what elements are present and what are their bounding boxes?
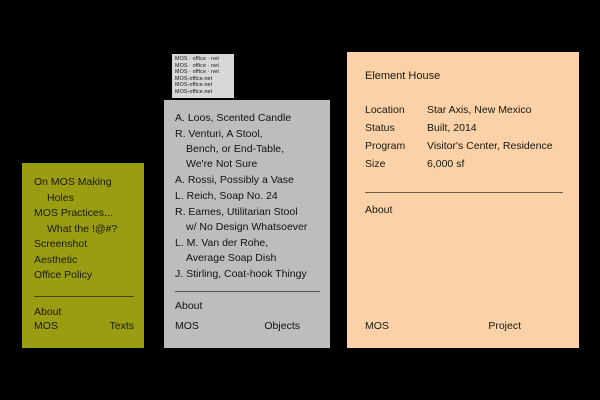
field-key: Location bbox=[365, 104, 405, 116]
table-row bbox=[365, 120, 553, 138]
list-item-label: R. Venturi, A Stool, bbox=[175, 128, 263, 140]
field-value: Built, 2014 bbox=[427, 122, 477, 134]
footer-brand[interactable]: MOS bbox=[34, 319, 58, 332]
list-item-label: L. M. Van der Rohe, bbox=[175, 237, 269, 249]
window-title: MOS-office.net bbox=[175, 75, 213, 82]
table-row bbox=[365, 156, 553, 174]
panel-texts[interactable] bbox=[22, 163, 144, 348]
footer-brand[interactable]: MOS bbox=[365, 320, 389, 332]
footer-brand[interactable]: MOS bbox=[175, 320, 199, 332]
list-item-label: Holes bbox=[47, 191, 74, 204]
list-item[interactable] bbox=[175, 189, 320, 204]
window-title: MOS-office.net bbox=[175, 82, 213, 89]
list-item[interactable] bbox=[34, 222, 134, 238]
divider bbox=[34, 296, 134, 297]
list-item-label-cont: We're Not Sure bbox=[186, 158, 258, 170]
list-item[interactable] bbox=[34, 206, 134, 222]
list-item-label: R. Eames, Utilitarian Stool bbox=[175, 206, 298, 218]
about-link[interactable]: About bbox=[365, 204, 393, 216]
list-item[interactable] bbox=[175, 173, 320, 188]
texts-list bbox=[34, 175, 134, 284]
divider bbox=[175, 291, 320, 292]
about-link[interactable]: About bbox=[175, 300, 203, 312]
list-item[interactable] bbox=[175, 111, 320, 126]
footer-section-objects[interactable]: Objects bbox=[264, 320, 300, 332]
window-title: MOS · office · net bbox=[175, 69, 219, 76]
panel-texts-footer bbox=[34, 319, 134, 335]
list-item-label-cont: Average Soap Dish bbox=[186, 252, 277, 264]
list-item-label-cont: Bench, or End-Table, bbox=[186, 143, 285, 155]
panel-project-footer bbox=[365, 318, 563, 334]
field-value: Visitor's Center, Residence bbox=[427, 140, 553, 152]
list-item-label: A. Loos, Scented Candle bbox=[175, 112, 292, 124]
field-key: Size bbox=[365, 158, 386, 170]
panel-objects[interactable] bbox=[164, 100, 330, 348]
list-item-label-cont: w/ No Design Whatsoever bbox=[186, 221, 308, 233]
list-item[interactable] bbox=[34, 191, 134, 207]
list-item-label: Office Policy bbox=[34, 269, 93, 281]
list-item-label: Screenshot bbox=[34, 238, 88, 250]
window-title: MOS-office.net bbox=[175, 88, 213, 95]
list-item-label: A. Rossi, Possibly a Vase bbox=[175, 174, 294, 186]
window-title: MOS · office · net bbox=[175, 56, 219, 62]
list-item-label: MOS Practices... bbox=[34, 207, 113, 219]
list-item-label: Aesthetic bbox=[34, 253, 78, 266]
list-item[interactable] bbox=[175, 127, 320, 172]
field-key: Program bbox=[365, 140, 406, 152]
list-item[interactable] bbox=[175, 236, 320, 266]
panel-objects-footer bbox=[175, 319, 318, 334]
list-item[interactable] bbox=[34, 175, 134, 191]
list-item[interactable] bbox=[34, 253, 134, 269]
list-item[interactable] bbox=[175, 205, 320, 235]
field-value: 6,000 sf bbox=[427, 158, 465, 170]
window-title: MOS · office · net bbox=[175, 62, 219, 69]
list-item-label: J. Stirling, Coat-hook Thingy bbox=[175, 268, 307, 280]
divider bbox=[365, 192, 563, 193]
about-link[interactable]: About bbox=[34, 305, 62, 318]
objects-list bbox=[175, 111, 320, 282]
list-item[interactable] bbox=[175, 267, 320, 282]
list-item-label: What the !@#? bbox=[47, 222, 118, 235]
table-row bbox=[365, 138, 553, 156]
list-item[interactable] bbox=[34, 268, 134, 284]
window-title-stack bbox=[172, 54, 234, 98]
field-value: Star Axis, New Mexico bbox=[427, 104, 532, 116]
project-details-table bbox=[365, 102, 553, 174]
field-key: Status bbox=[365, 122, 395, 134]
list-item[interactable] bbox=[34, 237, 134, 253]
list-item-label: L. Reich, Soap No. 24 bbox=[175, 190, 278, 202]
footer-section-project[interactable]: Project bbox=[488, 320, 521, 332]
page-title: Element House bbox=[365, 70, 441, 82]
table-row bbox=[365, 102, 553, 120]
panel-project[interactable] bbox=[347, 52, 579, 348]
footer-section-texts[interactable]: Texts bbox=[109, 319, 134, 332]
list-item-label: On MOS Making bbox=[34, 176, 112, 188]
